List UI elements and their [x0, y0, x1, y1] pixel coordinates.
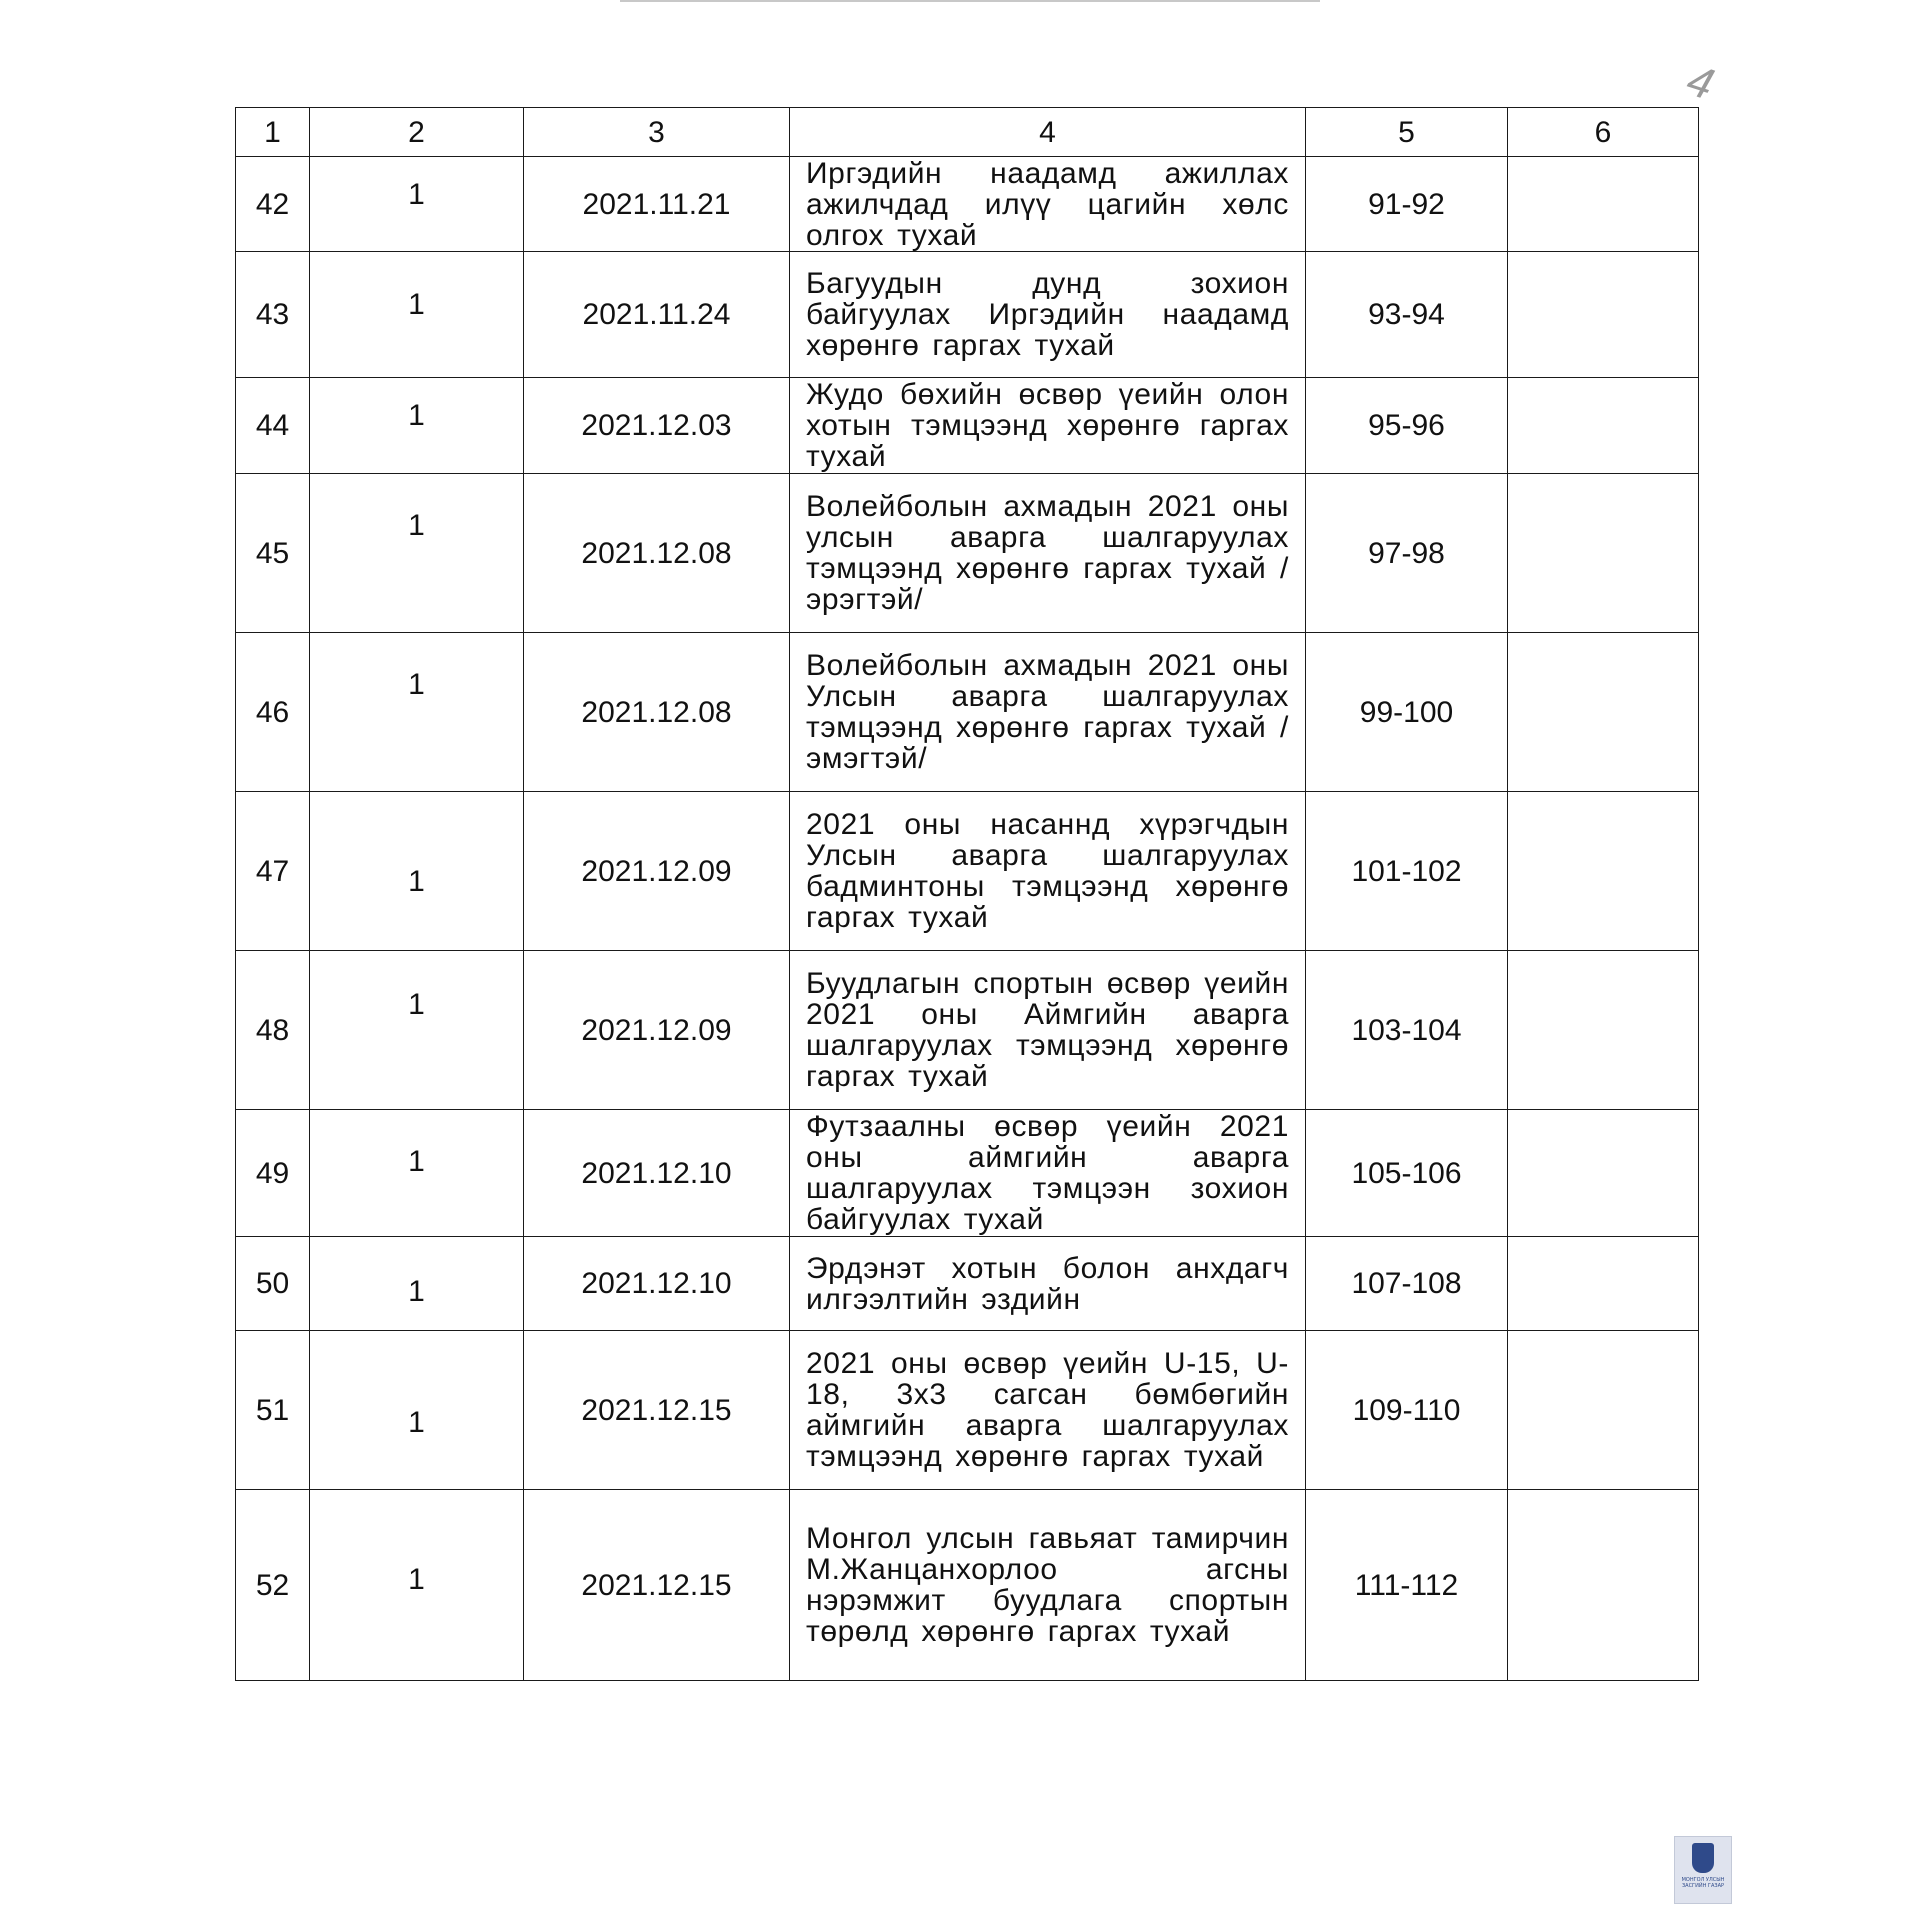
soyombo-symbol-icon	[1692, 1843, 1714, 1873]
page-range: 105-106	[1306, 1110, 1508, 1237]
decision-date: 2021.12.08	[524, 633, 790, 792]
emblem-caption: МОНГОЛ УЛСЫН ЗАСГИЙН ГАЗАР	[1681, 1877, 1725, 1889]
decision-date: 2021.11.24	[524, 252, 790, 378]
decision-title: Футзаалны өсвөр үеийн 2021 оны аймгийн аварга шалгаруулах тэмцээн зохион байгуулах тухай	[790, 1110, 1306, 1237]
row-number: 51	[236, 1331, 310, 1490]
handwritten-page-number: 4	[1681, 55, 1720, 110]
decision-date: 2021.12.15	[524, 1331, 790, 1490]
table-row	[236, 1237, 1699, 1331]
copy-count: 1	[310, 1331, 524, 1490]
page-range: 99-100	[1306, 633, 1508, 792]
column-header: 6	[1508, 108, 1699, 157]
decision-title: Иргэдийн наадамд ажиллах ажилчдад илүү цагийн хөлс олгох тухай	[790, 157, 1306, 252]
copy-count: 1	[310, 1237, 524, 1331]
document-register-table	[235, 107, 1699, 1681]
decision-title: Монгол улсын гавьяат тамирчин М.Жанцанхорлоо агсны нэрэмжит буудлага спортын төрөлд хөрөнгө гаргах тухай	[790, 1490, 1306, 1681]
table-header-row	[236, 108, 1699, 157]
decision-title: Волейболын ахмадын 2021 оны улсын аварга шалгаруулах тэмцээнд хөрөнгө гаргах тухай /эрэгтэй/	[790, 474, 1306, 633]
decision-date: 2021.12.03	[524, 378, 790, 474]
note-cell	[1508, 474, 1699, 633]
table-row	[236, 1331, 1699, 1490]
decision-title: Буудлагын спортын өсвөр үеийн 2021 оны Аймгийн аварга шалгаруулах тэмцээнд хөрөнгө гаргах тухай	[790, 951, 1306, 1110]
table-row	[236, 1490, 1699, 1681]
decision-date: 2021.12.10	[524, 1110, 790, 1237]
state-emblem-icon	[1674, 1836, 1732, 1904]
page-range: 111-112	[1306, 1490, 1508, 1681]
decision-date: 2021.12.15	[524, 1490, 790, 1681]
page-range: 101-102	[1306, 792, 1508, 951]
column-header: 2	[310, 108, 524, 157]
decision-title: 2021 оны насаннд хүрэгчдын Улсын аварга шалгаруулах бадминтоны тэмцээнд хөрөнгө гаргах тухай	[790, 792, 1306, 951]
note-cell	[1508, 951, 1699, 1110]
decision-date: 2021.12.09	[524, 951, 790, 1110]
column-header: 5	[1306, 108, 1508, 157]
table-row	[236, 157, 1699, 252]
page-range: 107-108	[1306, 1237, 1508, 1331]
page-range: 93-94	[1306, 252, 1508, 378]
page-range: 97-98	[1306, 474, 1508, 633]
column-header: 3	[524, 108, 790, 157]
decision-title: 2021 оны өсвөр үеийн U-15, U-18, 3x3 сагсан бөмбөгийн аймгийн аварга шалгаруулах тэмцээнд хөрөнгө гаргах тухай	[790, 1331, 1306, 1490]
table-row	[236, 792, 1699, 951]
note-cell	[1508, 633, 1699, 792]
row-number: 46	[236, 633, 310, 792]
row-number: 50	[236, 1237, 310, 1331]
table-row	[236, 633, 1699, 792]
row-number: 47	[236, 792, 310, 951]
decision-title: Эрдэнэт хотын болон анхдагч илгээлтийн эздийн	[790, 1237, 1306, 1331]
copy-count: 1	[310, 378, 524, 474]
copy-count: 1	[310, 792, 524, 951]
column-header: 4	[790, 108, 1306, 157]
page-range: 95-96	[1306, 378, 1508, 474]
table-row	[236, 1110, 1699, 1237]
note-cell	[1508, 252, 1699, 378]
row-number: 44	[236, 378, 310, 474]
note-cell	[1508, 1110, 1699, 1237]
copy-count: 1	[310, 633, 524, 792]
note-cell	[1508, 378, 1699, 474]
table-row	[236, 474, 1699, 633]
note-cell	[1508, 1490, 1699, 1681]
row-number: 42	[236, 157, 310, 252]
page-range: 103-104	[1306, 951, 1508, 1110]
decision-title: Жудо бөхийн өсвөр үеийн олон хотын тэмцээнд хөрөнгө гаргах тухай	[790, 378, 1306, 474]
column-header: 1	[236, 108, 310, 157]
scan-edge-line	[620, 0, 1320, 2]
page-range: 91-92	[1306, 157, 1508, 252]
note-cell	[1508, 792, 1699, 951]
copy-count: 1	[310, 157, 524, 252]
copy-count: 1	[310, 951, 524, 1110]
row-number: 52	[236, 1490, 310, 1681]
row-number: 49	[236, 1110, 310, 1237]
table-row	[236, 951, 1699, 1110]
table-row	[236, 252, 1699, 378]
copy-count: 1	[310, 474, 524, 633]
decision-date: 2021.12.09	[524, 792, 790, 951]
copy-count: 1	[310, 1490, 524, 1681]
page-range: 109-110	[1306, 1331, 1508, 1490]
row-number: 43	[236, 252, 310, 378]
note-cell	[1508, 1237, 1699, 1331]
decision-title: Багуудын дунд зохион байгуулах Иргэдийн наадамд хөрөнгө гаргах тухай	[790, 252, 1306, 378]
row-number: 45	[236, 474, 310, 633]
copy-count: 1	[310, 1110, 524, 1237]
decision-date: 2021.12.08	[524, 474, 790, 633]
note-cell	[1508, 1331, 1699, 1490]
decision-date: 2021.11.21	[524, 157, 790, 252]
decision-date: 2021.12.10	[524, 1237, 790, 1331]
row-number: 48	[236, 951, 310, 1110]
note-cell	[1508, 157, 1699, 252]
decision-title: Волейболын ахмадын 2021 оны Улсын аварга шалгаруулах тэмцээнд хөрөнгө гаргах тухай /эмэгтэй/	[790, 633, 1306, 792]
table-row	[236, 378, 1699, 474]
copy-count: 1	[310, 252, 524, 378]
